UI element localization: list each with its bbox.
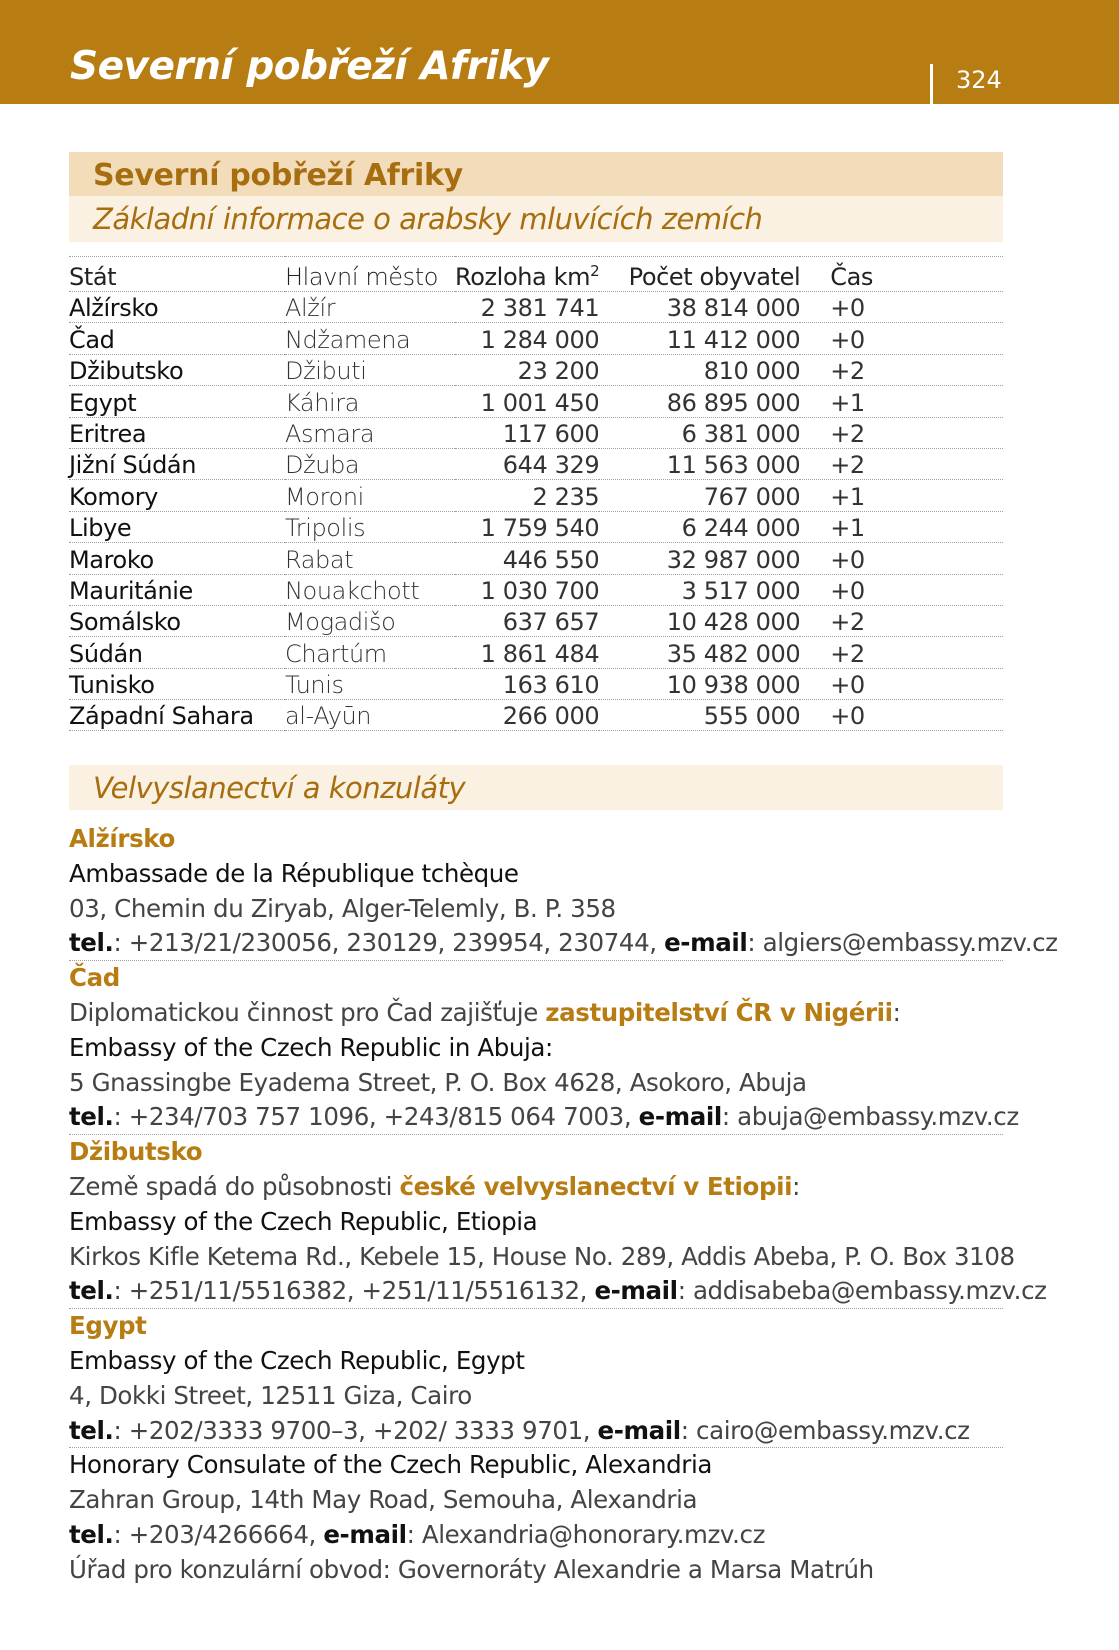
cell-population: 11 412 000 [599, 323, 800, 354]
cell-capital: Alžír [285, 292, 455, 323]
embassy-tel-egypt: +202/3333 9700–3, +202/ 3333 9701 [128, 1415, 583, 1445]
comma: , [582, 1415, 598, 1445]
cell-capital: Chartúm [285, 637, 455, 668]
embassies-list [69, 822, 1058, 1588]
embassy-note-djibouti [69, 1170, 1003, 1205]
cell-area: 1 284 000 [455, 323, 599, 354]
embassy-tel-djibouti: +251/11/5516382, +251/11/5516132 [128, 1276, 580, 1306]
page-number: 324 [956, 66, 1002, 94]
embassy-address-djibouti: Kirkos Kifle Ketema Rd., Kebele 15, House No. 289, Addis Abeba, P. O. Box 3108 [69, 1241, 1015, 1271]
note-highlight: české velvyslanectví v Etiopii [399, 1171, 793, 1201]
header-divider [930, 64, 933, 104]
embassy-contact-egypt [69, 1414, 1003, 1449]
cell-population: 6 381 000 [599, 417, 800, 448]
header-population: Počet obyvatel [599, 257, 800, 292]
tel-label: tel. [69, 1415, 114, 1445]
email-label: e-mail [638, 1102, 722, 1132]
table-row [69, 543, 1003, 574]
cell-timezone: +2 [800, 417, 1003, 448]
cell-area: 446 550 [455, 543, 599, 574]
embassy-address-egypt: 4, Dokki Street, 12511 Giza, Cairo [69, 1380, 472, 1410]
sep: : [677, 1276, 693, 1306]
cell-timezone: +2 [800, 637, 1003, 668]
cell-state: Alžírsko [69, 292, 285, 323]
cell-state: Džibutsko [69, 354, 285, 385]
table-row [69, 511, 1003, 542]
cell-timezone: +0 [800, 668, 1003, 699]
embassy-tel-chad: +234/703 757 1096, +243/815 064 7003 [128, 1102, 624, 1132]
sep: : [680, 1415, 697, 1445]
tel-label: tel. [69, 928, 114, 958]
embassy-name-chad-text: Embassy of the Czech Republic in Abuja [69, 1032, 546, 1062]
cell-area: 637 657 [455, 605, 599, 636]
table-row [69, 574, 1003, 605]
note-text: Země spadá do působnosti [69, 1171, 400, 1201]
table-row [69, 386, 1003, 417]
embassy-name-egypt: Embassy of the Czech Republic, Egypt [69, 1345, 525, 1375]
table-row [69, 448, 1003, 479]
table-row [69, 354, 1003, 385]
embassy-name-djibouti: Embassy of the Czech Republic, Etiopia [69, 1206, 538, 1236]
embassies-section-header [69, 765, 1003, 810]
embassy-country-chad: Čad [69, 963, 120, 993]
embassy-country-egypt: Egypt [69, 1311, 147, 1341]
embassy-note-chad [69, 996, 1003, 1031]
consulate-name-alexandria: Honorary Consulate of the Czech Republic, Alexandria [69, 1450, 712, 1480]
consulate-tel-alexandria: +203/4266664 [128, 1519, 309, 1549]
tel-label: tel. [69, 1519, 114, 1549]
sep: : [113, 1519, 129, 1549]
cell-area: 2 235 [455, 480, 599, 511]
cell-capital: Nouakchott [285, 574, 455, 605]
cell-state: Mauritánie [69, 574, 285, 605]
cell-state: Eritrea [69, 417, 285, 448]
cell-population: 767 000 [599, 480, 800, 511]
cell-state: Somálsko [69, 605, 285, 636]
cell-timezone: +0 [800, 700, 1003, 731]
cell-population: 86 895 000 [599, 386, 800, 417]
section-title-box [69, 152, 1003, 242]
cell-area: 163 610 [455, 668, 599, 699]
comma: , [579, 1276, 595, 1306]
cell-timezone: +0 [800, 292, 1003, 323]
colon: : [892, 997, 901, 1027]
sep: : [406, 1519, 422, 1549]
comma: , [649, 928, 665, 958]
table-row [69, 417, 1003, 448]
cell-area: 1 001 450 [455, 386, 599, 417]
email-label: e-mail [664, 928, 748, 958]
cell-capital: Moroni [285, 480, 455, 511]
section-title: Severní pobřeží Afriky [93, 158, 463, 193]
embassy-name-algeria: Ambassade de la République tchèque [69, 858, 519, 888]
cell-population: 38 814 000 [599, 292, 800, 323]
consulate-address-alexandria: Zahran Group, 14th May Road, Semouha, Alexandria [69, 1485, 698, 1515]
cell-timezone: +0 [800, 323, 1003, 354]
cell-population: 555 000 [599, 700, 800, 731]
table-row [69, 480, 1003, 511]
cell-capital: Mogadišo [285, 605, 455, 636]
note-text: Diplomatickou činnost pro Čad zajišťuje [69, 997, 546, 1027]
comma: , [623, 1102, 639, 1132]
cell-population: 6 244 000 [599, 511, 800, 542]
email-label: e-mail [323, 1519, 407, 1549]
embassy-email-algeria[interactable]: algiers@embassy.mzv.cz [762, 928, 1058, 958]
cell-state: Čad [69, 323, 285, 354]
tel-label: tel. [69, 1276, 114, 1306]
cell-state: Tunisko [69, 668, 285, 699]
embassy-address-chad: 5 Gnassingbe Eyadema Street, P. O. Box 4628, Asokoro, Abuja [69, 1067, 807, 1097]
cell-area: 1 759 540 [455, 511, 599, 542]
cell-timezone: +2 [800, 448, 1003, 479]
cell-capital: Rabat [285, 543, 455, 574]
cell-population: 3 517 000 [599, 574, 800, 605]
tel-label: tel. [69, 1102, 114, 1132]
sep: : [721, 1102, 738, 1132]
cell-population: 35 482 000 [599, 637, 800, 668]
embassy-contact-algeria [69, 926, 1058, 961]
table-row [69, 637, 1003, 668]
table-row [69, 605, 1003, 636]
cell-state: Komory [69, 480, 285, 511]
cell-state: Libye [69, 511, 285, 542]
email-label: e-mail [597, 1415, 681, 1445]
table-row [69, 668, 1003, 699]
cell-area: 117 600 [455, 417, 599, 448]
cell-capital: Káhira [285, 386, 455, 417]
embassy-email-chad[interactable]: abuja@embassy.mzv.cz [737, 1102, 1019, 1132]
cell-capital: Ndžamena [285, 323, 455, 354]
cell-area: 266 000 [455, 700, 599, 731]
cell-state: Západní Sahara [69, 700, 285, 731]
cell-state: Egypt [69, 386, 285, 417]
page-header-title: Severní pobřeží Afriky [70, 44, 549, 89]
cell-capital: al-Ayūn [285, 700, 455, 731]
cell-capital: Džuba [285, 448, 455, 479]
cell-population: 810 000 [599, 354, 800, 385]
colon: : [545, 1032, 553, 1062]
sep: : [113, 1415, 129, 1445]
comma: , [308, 1519, 324, 1549]
embassy-contact-chad [69, 1100, 1019, 1135]
cell-population: 11 563 000 [599, 448, 800, 479]
cell-area: 2 381 741 [455, 292, 599, 323]
cell-timezone: +0 [800, 543, 1003, 574]
cell-population: 32 987 000 [599, 543, 800, 574]
cell-state: Maroko [69, 543, 285, 574]
embassy-address-algeria: 03, Chemin du Ziryab, Alger-Telemly, B. P. 358 [69, 893, 616, 923]
email-label: e-mail [594, 1276, 678, 1306]
cell-state: Súdán [69, 637, 285, 668]
cell-area: 644 329 [455, 448, 599, 479]
table-header-row [69, 257, 1003, 292]
table-row [69, 323, 1003, 354]
cell-timezone: +1 [800, 511, 1003, 542]
cell-area: 1 030 700 [455, 574, 599, 605]
sep: : [747, 928, 763, 958]
consulate-contact-alexandria [69, 1518, 1003, 1553]
embassy-email-egypt[interactable]: cairo@embassy.mzv.cz [696, 1415, 970, 1445]
table-row [69, 292, 1003, 323]
cell-timezone: +0 [800, 574, 1003, 605]
sep: : [113, 1276, 129, 1306]
table-row [69, 700, 1003, 731]
embassy-tel-algeria: +213/21/230056, 230129, 239954, 230744 [128, 928, 650, 958]
cell-population: 10 428 000 [599, 605, 800, 636]
section-subtitle: Základní informace o arabsky mluvících zemích [93, 202, 763, 236]
cell-capital: Tunis [285, 668, 455, 699]
colon: : [792, 1171, 800, 1201]
embassies-title: Velvyslanectví a konzuláty [93, 771, 466, 805]
countries-table [69, 256, 1003, 731]
consulate-email-alexandria[interactable]: Alexandria@honorary.mzv.cz [421, 1519, 766, 1549]
header-timezone: Čas [800, 257, 1003, 292]
embassy-country-djibouti: Džibutsko [69, 1137, 203, 1167]
cell-population: 10 938 000 [599, 668, 800, 699]
header-state: Stát [69, 257, 285, 292]
header-capital: Hlavní město [285, 257, 455, 292]
header-area-sup: 2 [590, 262, 600, 280]
embassy-contact-djibouti [69, 1274, 1047, 1309]
cell-capital: Tripolis [285, 511, 455, 542]
header-area [455, 257, 599, 292]
cell-timezone: +2 [800, 354, 1003, 385]
embassy-name-chad [69, 1031, 1003, 1066]
note-highlight: zastupitelství ČR v Nigérii [545, 997, 893, 1027]
embassy-email-djibouti[interactable]: addisabeba@embassy.mzv.cz [692, 1276, 1047, 1306]
consulate-note-alexandria: Úřad pro konzulární obvod: Governoráty Alexandrie a Marsa Matrúh [69, 1554, 874, 1584]
cell-timezone: +1 [800, 386, 1003, 417]
sep: : [113, 1102, 129, 1132]
sep: : [113, 928, 129, 958]
header-area-label: Rozloha km [455, 263, 591, 291]
cell-area: 23 200 [455, 354, 599, 385]
cell-area: 1 861 484 [455, 637, 599, 668]
cell-state: Jižní Súdán [69, 448, 285, 479]
cell-capital: Džibuti [285, 354, 455, 385]
cell-timezone: +2 [800, 605, 1003, 636]
cell-timezone: +1 [800, 480, 1003, 511]
cell-capital: Asmara [285, 417, 455, 448]
embassy-country-algeria: Alžírsko [69, 824, 175, 853]
